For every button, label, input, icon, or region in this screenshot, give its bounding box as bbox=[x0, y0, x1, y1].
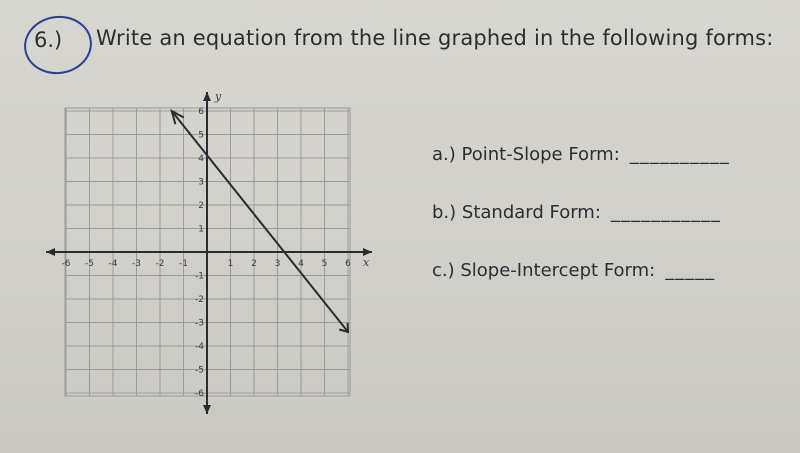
answer-point-slope bbox=[432, 144, 730, 165]
y-tick-label: -5 bbox=[195, 365, 204, 376]
x-tick-label: -5 bbox=[85, 259, 94, 269]
x-tick-label: -3 bbox=[132, 259, 141, 269]
y-tick-label: 6 bbox=[198, 107, 204, 117]
problem-prompt: Write an equation from the line graphed in the following forms: bbox=[96, 26, 774, 50]
y-axis-arrow-down bbox=[203, 405, 211, 414]
x-tick-label: 6 bbox=[345, 259, 351, 269]
y-tick-label: -2 bbox=[195, 295, 204, 305]
x-tick-label: 4 bbox=[298, 259, 304, 269]
x-tick-label: 1 bbox=[227, 259, 234, 269]
x-tick-label: -6 bbox=[61, 259, 71, 269]
answer-slope-intercept-label: c.) Slope-Intercept Form: bbox=[432, 260, 656, 281]
y-tick-label: 2 bbox=[198, 201, 204, 211]
y-tick-label: 5 bbox=[198, 130, 204, 141]
answer-standard-label: b.) Standard Form: bbox=[432, 202, 601, 223]
answer-standard bbox=[432, 202, 721, 223]
x-tick-label: 2 bbox=[251, 259, 257, 269]
answer-standard-blank[interactable]: ___________ bbox=[610, 202, 721, 223]
x-tick-label: -4 bbox=[108, 259, 118, 269]
y-axis-arrow-up bbox=[203, 92, 211, 101]
y-tick-label: -4 bbox=[195, 342, 204, 352]
x-axis-arrow-left bbox=[46, 248, 55, 256]
x-tick-label: 5 bbox=[321, 259, 328, 269]
x-axis-label: x bbox=[363, 256, 370, 269]
y-tick-label: 3 bbox=[198, 177, 204, 188]
x-tick-label: 3 bbox=[274, 259, 281, 269]
answer-slope-intercept-blank[interactable]: _____ bbox=[665, 260, 716, 281]
x-axis-arrow-right bbox=[363, 248, 372, 256]
y-tick-label: -6 bbox=[195, 389, 204, 399]
problem-number: 6.) bbox=[34, 28, 63, 52]
answer-point-slope-blank[interactable]: __________ bbox=[629, 144, 730, 165]
answer-slope-intercept bbox=[432, 260, 715, 281]
y-tick-label: 1 bbox=[198, 224, 204, 235]
answer-point-slope-label: a.) Point-Slope Form: bbox=[432, 144, 620, 165]
y-tick-label: -1 bbox=[195, 271, 204, 282]
x-tick-label: -2 bbox=[155, 259, 165, 269]
y-axis-label: y bbox=[215, 90, 222, 103]
y-tick-label: -3 bbox=[195, 318, 204, 329]
y-tick-label: 4 bbox=[198, 154, 204, 164]
x-tick-label: -1 bbox=[179, 259, 188, 269]
